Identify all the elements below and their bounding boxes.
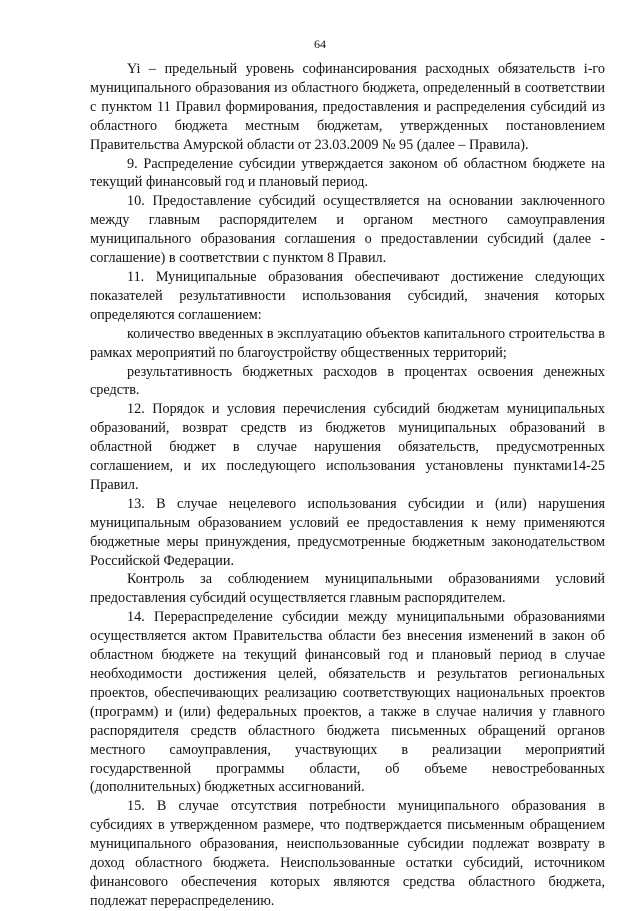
paragraph-11: 11. Муниципальные образования обеспечивают достижение следующих показателей результативности использования субсидий, значения которых определяются соглашением: bbox=[90, 268, 605, 323]
paragraph-yi-definition: Yi – предельный уровень софинансирования расходных обязательств i-го муниципального образования из областного бюджета, определенный в соответствии с пунктом 11 Правил формирования, предоставления и распределения субсидий из областного бюджета местным бюджетам, утвержденных постановлением Правительства Амурской области от 23.03.2009 № 95 (далее – Правила). bbox=[90, 61, 605, 153]
paragraph-11-indicator-2: результативность бюджетных расходов в процентах освоения денежных средств. bbox=[90, 363, 605, 399]
paragraph-13-control: Контроль за соблюдением муниципальными образованиями условий предоставления субсидий осуществляется главным распорядителем. bbox=[90, 571, 605, 607]
paragraph-9: 9. Распределение субсидии утверждается законом об областном бюджете на текущий финансовый год и плановый период. bbox=[90, 155, 605, 191]
paragraph-10: 10. Предоставление субсидий осуществляется на основании заключенного между главным распорядителем и органом местного самоуправления муниципального образования соглашения о предоставлении субсидий (далее - соглашение) в соответствии с пунктом 8 Правил. bbox=[90, 193, 605, 267]
document-body bbox=[90, 60, 605, 911]
paragraph-13: 13. В случае нецелевого использования субсидии и (или) нарушения муниципальным образованием условий ее предоставления к нему применяются бюджетные меры принуждения, предусмотренные бюджетным законодательством Российской Федерации. bbox=[90, 495, 605, 569]
paragraph-11-indicator-1: количество введенных в эксплуатацию объектов капитального строительства в рамках мероприятий по благоустройству общественных территорий; bbox=[90, 325, 605, 361]
page-number: 64 bbox=[314, 37, 326, 51]
paragraph-15: 15. В случае отсутствия потребности муниципального образования в субсидиях в утвержденном размере, что подтверждается письменным обращением муниципального образования, неиспользованные субсидии подлежат возврату в доход областного бюджета. Неиспользованные остатки субсидий, источником финансового обеспечения которых являются средства областного бюджета, подлежат перераспределению. bbox=[90, 798, 605, 909]
paragraph-14: 14. Перераспределение субсидии между муниципальными образованиями осуществляется актом Правительства области без внесения изменений в закон об областном бюджете на текущий финансовый год и плановый период в случае необходимости достижения целей, обязательств и результатов региональных проектов, обеспечивающих реализацию соответствующих национальных проектов (программ) и (или) федеральных проектов, а также в случае наличия у главного распорядителя средств областного бюджета письменных обращений органов местного самоуправления, участвующих в реализации мероприятий государственной программы области, об объеме невостребованных (дополнительных) бюджетных ассигнований. bbox=[90, 609, 605, 796]
paragraph-12: 12. Порядок и условия перечисления субсидий бюджетам муниципальных образований, возврат средств из бюджетов муниципальных образований в областной бюджет в случае нарушения обязательств, предусмотренных соглашением, и их последующего использования установлены пунктами14-25 Правил. bbox=[90, 401, 605, 493]
